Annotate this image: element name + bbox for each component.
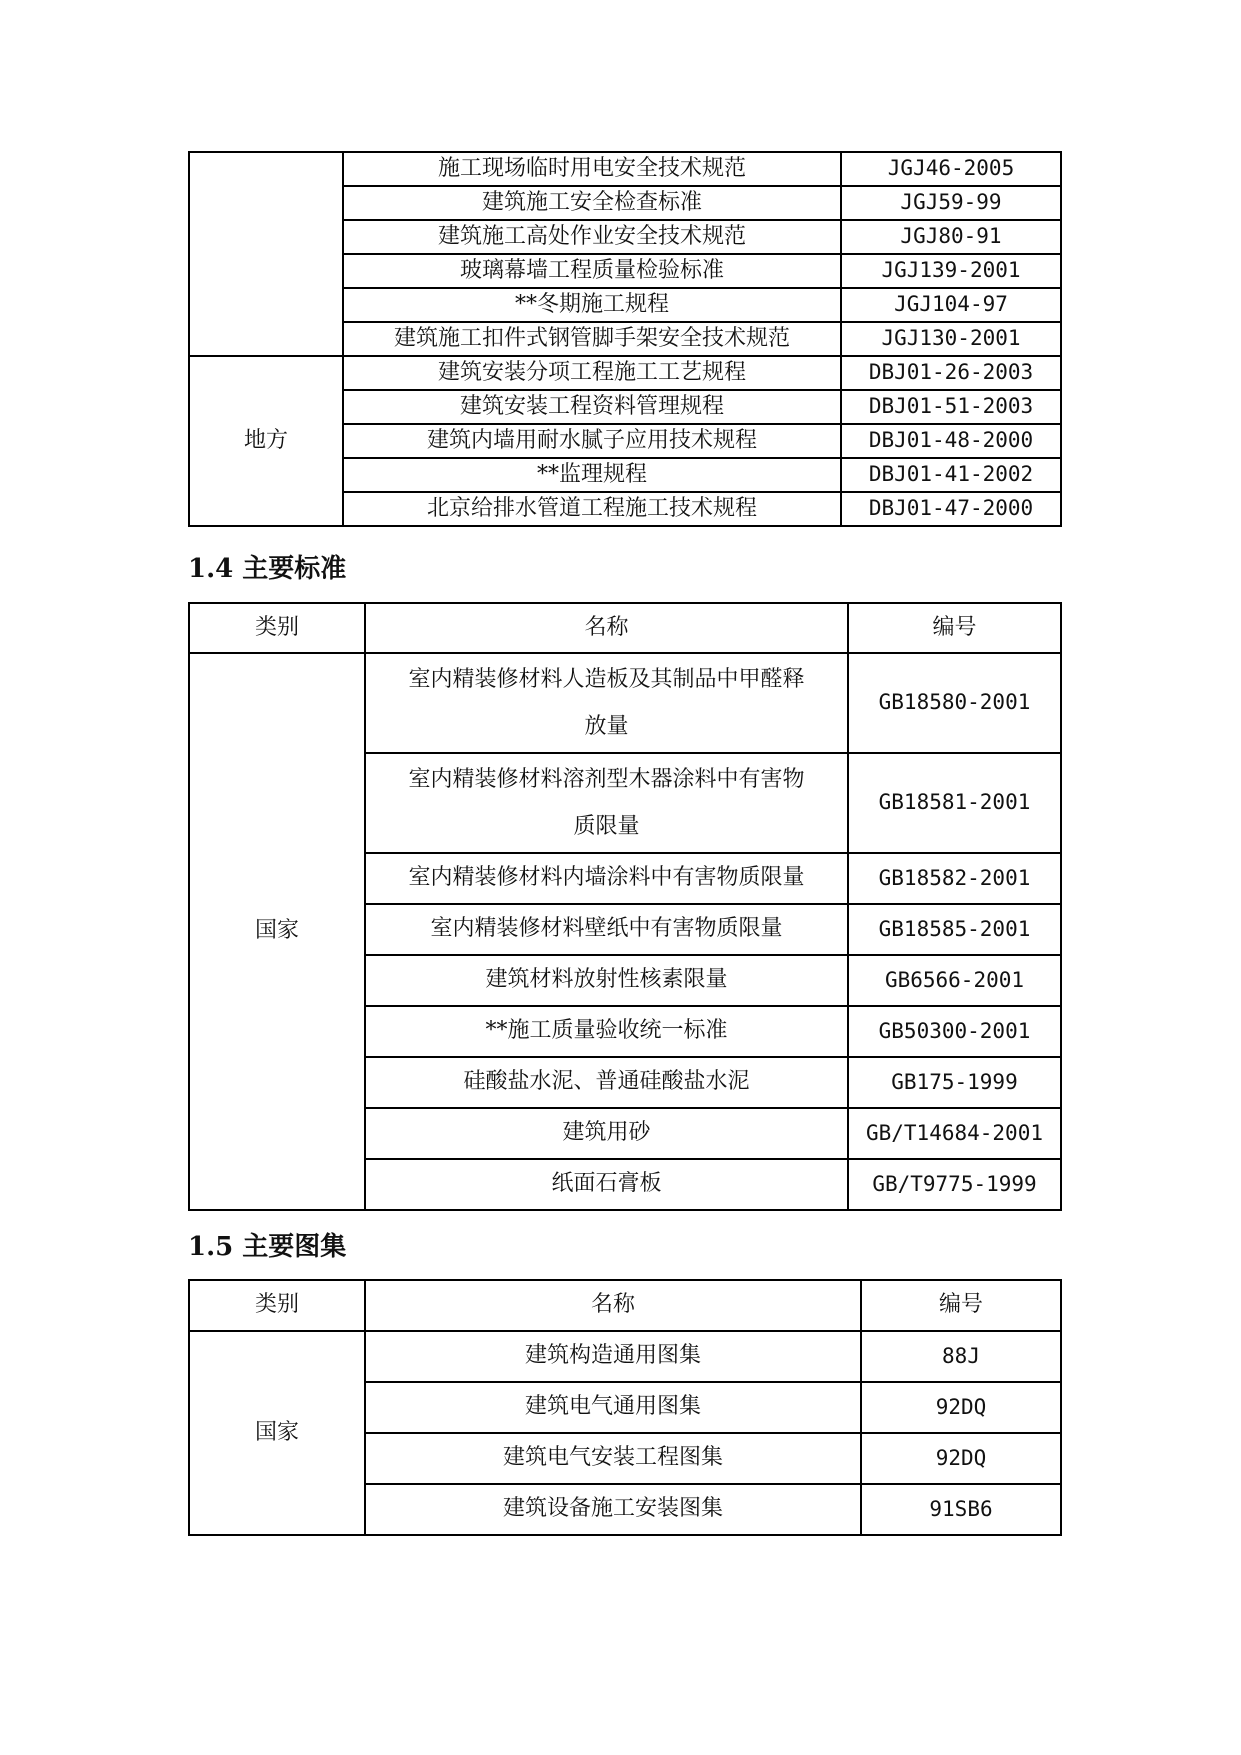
category-cell bbox=[189, 152, 343, 356]
standard-code: JGJ139-2001 bbox=[841, 254, 1061, 288]
standard-code: DBJ01-51-2003 bbox=[841, 390, 1061, 424]
standard-code: GB/T14684-2001 bbox=[848, 1108, 1061, 1159]
standard-name: 北京给排水管道工程施工技术规程 bbox=[343, 492, 841, 526]
standard-code: GB18585-2001 bbox=[848, 904, 1061, 955]
standard-code: JGJ59-99 bbox=[841, 186, 1061, 220]
table-header-row bbox=[189, 1280, 1061, 1331]
header-category: 类别 bbox=[189, 1280, 365, 1331]
atlas-name: 建筑构造通用图集 bbox=[365, 1331, 861, 1382]
standard-name: 室内精装修材料壁纸中有害物质限量 bbox=[365, 904, 848, 955]
standard-code: GB175-1999 bbox=[848, 1057, 1061, 1108]
standard-name-line: 质限量 bbox=[573, 814, 640, 839]
standard-name: 建筑安装分项工程施工工艺规程 bbox=[343, 356, 841, 390]
standard-code: DBJ01-26-2003 bbox=[841, 356, 1061, 390]
standard-name: 施工现场临时用电安全技术规范 bbox=[343, 152, 841, 186]
standard-code: GB6566-2001 bbox=[848, 955, 1061, 1006]
atlas-name: 建筑电气安装工程图集 bbox=[365, 1433, 861, 1484]
standard-code: GB18580-2001 bbox=[848, 653, 1061, 753]
atlas-code: 88J bbox=[861, 1331, 1061, 1382]
standard-code: JGJ80-91 bbox=[841, 220, 1061, 254]
standard-name: 硅酸盐水泥、普通硅酸盐水泥 bbox=[365, 1057, 848, 1108]
standard-code: DBJ01-48-2000 bbox=[841, 424, 1061, 458]
category-cell: 地方 bbox=[189, 356, 343, 526]
standard-name bbox=[365, 653, 848, 753]
standard-name: **监理规程 bbox=[343, 458, 841, 492]
atlas-code: 92DQ bbox=[861, 1382, 1061, 1433]
atlas-code: 92DQ bbox=[861, 1433, 1061, 1484]
standard-name bbox=[365, 753, 848, 853]
header-name: 名称 bbox=[365, 603, 848, 653]
standard-name: 纸面石膏板 bbox=[365, 1159, 848, 1210]
standard-name: 建筑内墙用耐水腻子应用技术规程 bbox=[343, 424, 841, 458]
table-row bbox=[189, 1331, 1061, 1382]
header-name: 名称 bbox=[365, 1280, 861, 1331]
standard-code: GB50300-2001 bbox=[848, 1006, 1061, 1057]
standard-code: DBJ01-41-2002 bbox=[841, 458, 1061, 492]
standard-name: 建筑施工高处作业安全技术规范 bbox=[343, 220, 841, 254]
standard-name-line: 室内精装修材料人造板及其制品中甲醛释 bbox=[408, 667, 805, 692]
standard-code: GB/T9775-1999 bbox=[848, 1159, 1061, 1210]
standard-code: GB18581-2001 bbox=[848, 753, 1061, 853]
table-row bbox=[189, 653, 1061, 753]
atlas-name: 建筑电气通用图集 bbox=[365, 1382, 861, 1433]
table-row bbox=[189, 152, 1061, 186]
standard-name: 建筑材料放射性核素限量 bbox=[365, 955, 848, 1006]
category-cell: 国家 bbox=[189, 653, 365, 1210]
section-heading: 1.4 主要标准 bbox=[188, 554, 347, 584]
header-category: 类别 bbox=[189, 603, 365, 653]
header-code: 编号 bbox=[848, 603, 1061, 653]
standard-name: 建筑用砂 bbox=[365, 1108, 848, 1159]
table-row bbox=[189, 356, 1061, 390]
standard-name: 建筑安装工程资料管理规程 bbox=[343, 390, 841, 424]
standard-name: **施工质量验收统一标准 bbox=[365, 1006, 848, 1057]
standard-code: JGJ104-97 bbox=[841, 288, 1061, 322]
standard-name: 玻璃幕墙工程质量检验标准 bbox=[343, 254, 841, 288]
header-code: 编号 bbox=[861, 1280, 1061, 1331]
standard-name: **冬期施工规程 bbox=[343, 288, 841, 322]
section-heading: 1.5 主要图集 bbox=[188, 1232, 347, 1262]
category-cell: 国家 bbox=[189, 1331, 365, 1535]
atlas-table bbox=[188, 1279, 1062, 1536]
standard-code: JGJ46-2005 bbox=[841, 152, 1061, 186]
atlas-code: 91SB6 bbox=[861, 1484, 1061, 1535]
standard-code: GB18582-2001 bbox=[848, 853, 1061, 904]
standard-code: DBJ01-47-2000 bbox=[841, 492, 1061, 526]
standard-name-line: 放量 bbox=[584, 714, 629, 739]
atlas-name: 建筑设备施工安装图集 bbox=[365, 1484, 861, 1535]
standard-code: JGJ130-2001 bbox=[841, 322, 1061, 356]
standard-name: 室内精装修材料内墙涂料中有害物质限量 bbox=[365, 853, 848, 904]
main-standards-table bbox=[188, 602, 1062, 1211]
standard-name: 建筑施工扣件式钢管脚手架安全技术规范 bbox=[343, 322, 841, 356]
table-header-row bbox=[189, 603, 1061, 653]
standard-name: 建筑施工安全检查标准 bbox=[343, 186, 841, 220]
standard-name-line: 室内精装修材料溶剂型木器涂料中有害物 bbox=[408, 767, 805, 792]
standards-continuation-table bbox=[188, 151, 1062, 527]
